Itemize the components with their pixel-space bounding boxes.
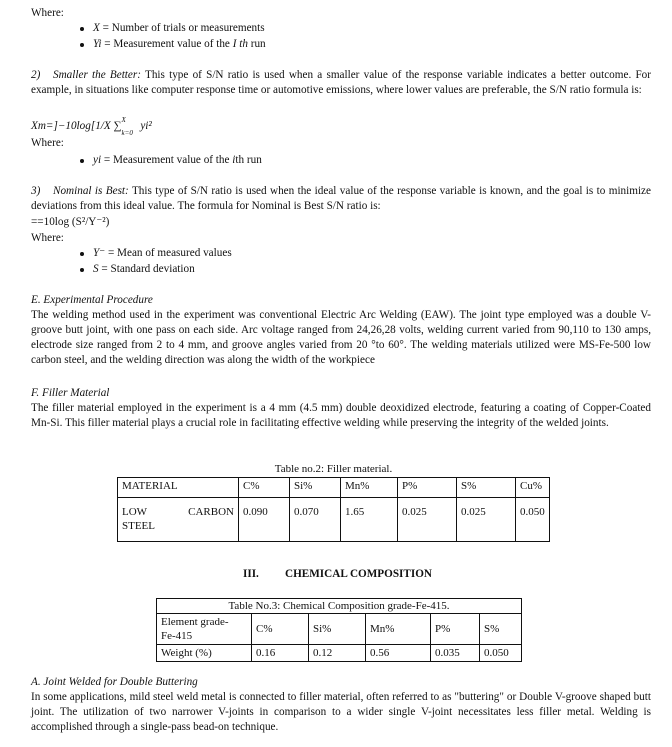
item-title: Nominal is Best: bbox=[53, 185, 129, 197]
symbol-y: Y⁻ bbox=[93, 247, 106, 259]
row-label-cell bbox=[118, 498, 239, 542]
bullet-text: = Measurement value of the bbox=[101, 38, 233, 50]
row-label-cell bbox=[157, 614, 252, 645]
section-f-title: F. Filler Material bbox=[31, 387, 110, 399]
symbol-i: i bbox=[232, 154, 236, 166]
header-cell: C% bbox=[239, 478, 290, 498]
value-cell: 0.025 bbox=[398, 498, 457, 542]
where-label-3: Where: bbox=[31, 232, 64, 244]
symbol-s: S bbox=[93, 263, 99, 275]
value-cell: 0.035 bbox=[431, 645, 480, 662]
symbol-ith: I th bbox=[232, 38, 248, 50]
bullet-x bbox=[93, 21, 265, 36]
formula-smaller-the-better bbox=[31, 116, 152, 137]
header-cell: Mn% bbox=[341, 478, 398, 498]
value-cell: 0.025 bbox=[457, 498, 516, 542]
bullet-text: = Mean of measured values bbox=[105, 247, 232, 259]
value-cell: 0.050 bbox=[516, 498, 550, 542]
formula-sup: X bbox=[121, 116, 126, 124]
section-f-text: The filler material employed in the experiment is a 4 mm (4.5 mm) double deoxidized electrode, featuring a coating of Copper-Coated Mn-Si. This filler material plays a crucial role in facilitating effective welding while preserving the integrity of the welded joints. bbox=[31, 402, 651, 429]
bullet-dot bbox=[80, 268, 84, 272]
value-cell: 0.070 bbox=[290, 498, 341, 542]
bullet-yi bbox=[93, 37, 266, 52]
section-a-text: In some applications, mild steel weld metal is connected to filler material, often referred to as "buttering" or Double V-groove shaped butt joint. The utilization of two narrower V-joints in comparison to a wider single V-joint necessitates less filler metal. Welding is accomplished through a single-pass bead-on technique. bbox=[31, 691, 651, 733]
value-cell: 0.56 bbox=[366, 645, 431, 662]
item-title: Smaller the Better: bbox=[53, 69, 141, 81]
bullet-text: = Standard deviation bbox=[98, 263, 195, 275]
row-label-part: CARBON bbox=[188, 506, 234, 518]
table-3-caption: Table No.3: Chemical Composition grade-Fe-415. bbox=[157, 599, 522, 614]
section-e-text: The welding method used in the experiment was conventional Electric Arc Welding (EAW). The joint type employed was a double V-groove butt joint, with one pass on each side. Arc voltage ranged from 24,26,28 volts, welding current varied from 90,110 to 130 amps, electrode size ranged from 2 to 4 mm, and groove angles varied from 20 °to 60°. The welding materials utilized were MS-Fe-500 low carbon steel, and the welding direction was along the width of the workpiece bbox=[31, 309, 651, 366]
header-cell: Cu% bbox=[516, 478, 550, 498]
symbol-yi: yi bbox=[93, 154, 102, 166]
header-cell: P% bbox=[398, 478, 457, 498]
item-smaller-the-better bbox=[31, 68, 651, 98]
section-title: CHEMICAL COMPOSITION bbox=[285, 568, 433, 580]
value-cell: 0.16 bbox=[252, 645, 309, 662]
value-cell: 0.12 bbox=[309, 645, 366, 662]
row-label-line: Fe-415 bbox=[161, 630, 193, 642]
header-cell: C% bbox=[252, 614, 309, 645]
row-label-cell: Weight (%) bbox=[157, 645, 252, 662]
section-iii-heading bbox=[243, 567, 432, 582]
table-chemical-composition bbox=[156, 598, 522, 662]
item-number: 2) bbox=[31, 69, 41, 81]
row-label-part: LOW bbox=[122, 506, 148, 518]
section-a-title: A. Joint Welded for Double Buttering bbox=[31, 676, 198, 688]
table-filler-material bbox=[117, 477, 550, 542]
item-nominal-is-best bbox=[31, 184, 651, 214]
value-cell: 1.65 bbox=[341, 498, 398, 542]
header-cell: S% bbox=[457, 478, 516, 498]
header-cell: S% bbox=[480, 614, 522, 645]
bullet-text: = Number of trials or measurements bbox=[99, 22, 265, 34]
section-number: III. bbox=[243, 568, 259, 580]
table-row bbox=[157, 645, 522, 662]
row-label-line: STEEL bbox=[122, 520, 155, 532]
section-e-title: E. Experimental Procedure bbox=[31, 294, 153, 306]
bullet-dot bbox=[80, 159, 84, 163]
bullet-std bbox=[93, 262, 195, 277]
where-label-2: Where: bbox=[31, 137, 64, 149]
item-number: 3) bbox=[31, 185, 41, 197]
table-header-row bbox=[157, 614, 522, 645]
bullet-dot bbox=[80, 252, 84, 256]
formula-main: Xm=]−10log[1/X ∑ bbox=[31, 120, 122, 132]
table-header-row bbox=[118, 478, 550, 498]
row-label-line: Element grade- bbox=[161, 616, 229, 628]
formula-nominal-is-best: ==10log (S²/Y⁻²) bbox=[31, 216, 110, 228]
symbol-yi: Yi bbox=[93, 38, 102, 50]
bullet-dot bbox=[80, 27, 84, 31]
bullet-dot bbox=[80, 43, 84, 47]
bullet-text-tail: th run bbox=[235, 154, 262, 166]
item-text: This type of S/N ratio is used when the ideal value of the response variable is known, and the goal is to minimize deviations from this ideal value. The formula for Nominal is Best S/N ratio is: bbox=[31, 185, 651, 212]
header-cell: Si% bbox=[290, 478, 341, 498]
header-cell: MATERIAL bbox=[118, 478, 239, 498]
header-cell: P% bbox=[431, 614, 480, 645]
bullet-yi-run bbox=[93, 153, 262, 168]
formula-sub: k=0 bbox=[121, 129, 133, 137]
item-text: This type of S/N ratio is used when a smaller value of the response variable indicates a better outcome. For example, in situations like computer response time or automotive emissions, where lower values are preferable, the S/N ratio formula is: bbox=[31, 69, 652, 96]
value-cell: 0.050 bbox=[480, 645, 522, 662]
bullet-text-tail: run bbox=[247, 38, 266, 50]
table-row bbox=[118, 498, 550, 542]
where-label-1: Where: bbox=[31, 7, 64, 19]
table-2-caption: Table no.2: Filler material. bbox=[274, 463, 393, 475]
symbol-x: X bbox=[93, 22, 100, 34]
header-cell: Si% bbox=[309, 614, 366, 645]
row-label-line bbox=[122, 505, 234, 519]
value-cell: 0.090 bbox=[239, 498, 290, 542]
table-caption-row bbox=[157, 599, 522, 614]
bullet-mean bbox=[93, 246, 232, 261]
formula-tail: yi² bbox=[140, 120, 152, 132]
header-cell: Mn% bbox=[366, 614, 431, 645]
bullet-text: = Measurement value of the bbox=[101, 154, 233, 166]
